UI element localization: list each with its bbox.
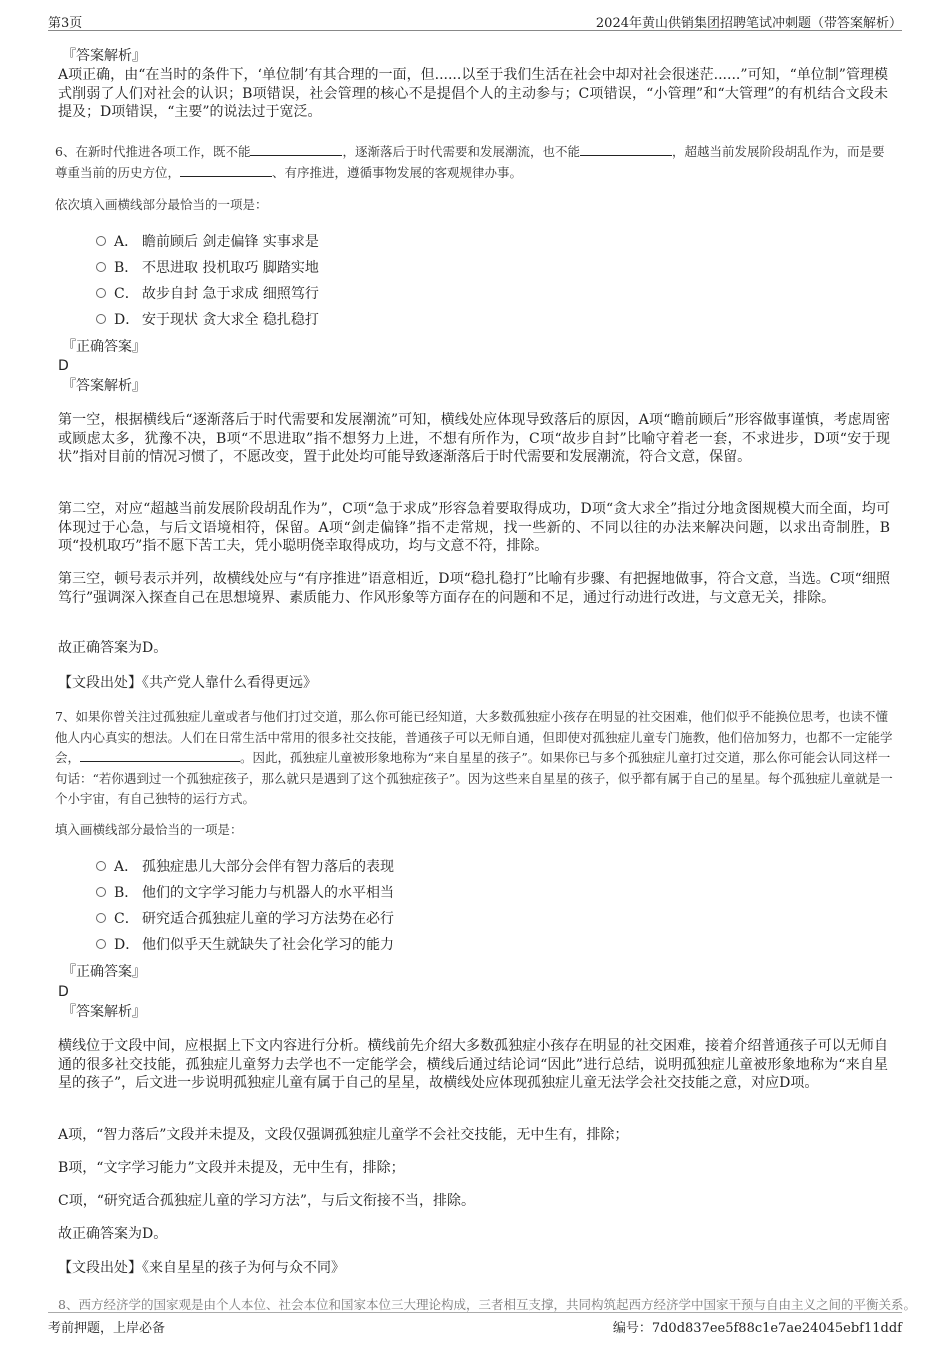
q6-option-b[interactable]: B． 不思进取 投机取巧 脚踏实地 <box>96 258 319 278</box>
blank-2 <box>580 143 672 156</box>
blank-1 <box>250 143 342 156</box>
q7-analysis-paragraph-4: C项，“研究适合孤独症儿童的学习方法”，与后文衔接不当，排除。 <box>58 1193 476 1209</box>
prev-analysis-text: A项正确，由“在当时的条件下，‘单位制’有其合理的一面，但......以至于我们生活在社会中却对社会很迷茫......”可知，“单位制”管理模式削弱了人们对社会的认识；B项错误，社会管理的核心不是提倡个人的主动参与；C项错误，“小管理”和“大管理”的有机结合文段未提及；D项错误，“主要”的说法过于宽泛。 <box>58 67 888 120</box>
q6-analysis-label: 『答案解析』 <box>62 378 146 394</box>
next-question-cutoff: 8、西方经济学的国家观是由个人本位、社会本位和国家本位三大理论构成，三者相互支撑，共同构筑起西方经济学中国家干预与自由主义之间的平衡关系。 <box>58 1297 916 1312</box>
q6-analysis-paragraph-2: 第二空，对应“超越当前发展阶段胡乱作为”，C项“急于求成”形容急着要取得成功，D项“贪大求全”指过分地贪图规模大而全面，均可体现过于心急，与后文语境相符，保留。A项“剑走偏锋”指不走常规，找一些新的、不同以往的办法来解决问题，以求出奇制胜，B项“投机取巧”指不愿下苦工夫，凭小聪明侥幸取得成功，均与文意不符，排除。 <box>58 501 890 554</box>
q7-source: 【文段出处】《来自星星的孩子为何与众不同》 <box>58 1260 345 1276</box>
radio-icon[interactable] <box>96 861 106 871</box>
q6-option-d[interactable]: D． 安于现状 贪大求全 稳扎稳打 <box>96 310 319 330</box>
document-title: 2024年黄山供销集团招聘笔试冲刺题（带答案解析） <box>595 16 902 31</box>
q7-option-b[interactable]: B． 他们的文字学习能力与机器人的水平相当 <box>96 883 394 903</box>
page-footer <box>48 1312 902 1335</box>
question-6-instruction: 依次填入画横线部分最恰当的一项是： <box>55 197 268 212</box>
q7-correct-label: 『正确答案』 <box>62 964 146 980</box>
radio-icon[interactable] <box>96 236 106 246</box>
q6-option-c[interactable]: C． 故步自封 急于求成 细照笃行 <box>96 284 319 304</box>
q6-correct-answer: D <box>58 358 69 374</box>
q6-option-a[interactable]: A． 瞻前顾后 剑走偏锋 实事求是 <box>96 232 319 252</box>
q6-correct-label: 『正确答案』 <box>62 339 146 355</box>
blank-3 <box>180 164 272 177</box>
q7-option-d[interactable]: D． 他们似乎天生就缺失了社会化学习的能力 <box>96 935 394 955</box>
radio-icon[interactable] <box>96 887 106 897</box>
q6-analysis-paragraph-3: 第三空，顿号表示并列，故横线处应与“有序推进”语意相近，D项“稳扎稳打”比喻有步骤、有把握地做事，符合文意，当选。C项“细照笃行”强调深入探查自己在思想境界、素质能力、作风形象等方面存在的问题和不足，通过行动进行改进，与文意无关，排除。 <box>58 571 890 606</box>
q7-correct-answer: D <box>58 984 69 1000</box>
footer-slogan: 考前押题，上岸必备 <box>48 1321 166 1336</box>
radio-icon[interactable] <box>96 262 106 272</box>
q6-analysis-paragraph-1: 第一空，根据横线后“逐渐落后于时代需要和发展潮流”可知，横线处应体现导致落后的原因，A项“瞻前顾后”形容做事谨慎，考虑周密或顾虑太多，犹豫不决，B项“不思进取”指不想努力上进，不想有所作为，C项“故步自封”比喻守着老一套，不求进步，D项“安于现状”指对目前的情况习惯了，不愿改变，置于此处均可能导致逐渐落后于时代需要和发展潮流，符合文意，保留。 <box>58 412 890 465</box>
q7-analysis-paragraph-1: 横线位于文段中间，应根据上下文内容进行分析。横线前先介绍大多数孤独症小孩存在明显的社交困难，接着介绍普通孩子可以无师自通的很多社交技能，孤独症儿童努力去学也不一定能学会，横线后通过结论词“因此”进行总结，说明孤独症儿童被形象地称为“来自星星的孩子”，后文进一步说明孤独症儿童有属于自己的星星，故横线处应体现孤独症儿童无法学会社交技能之意，对应D项。 <box>58 1038 888 1091</box>
prev-analysis-label: 『答案解析』 <box>62 48 146 64</box>
radio-icon[interactable] <box>96 939 106 949</box>
radio-icon[interactable] <box>96 314 106 324</box>
q7-analysis-paragraph-3: B项，“文字学习能力”文段并未提及，无中生有，排除； <box>58 1160 405 1176</box>
q7-option-c[interactable]: C． 研究适合孤独症儿童的学习方法势在必行 <box>96 909 394 929</box>
page-header <box>48 10 902 31</box>
document-id: 编号：7d0d837ee5f88c1e7ae24045ebf11ddf <box>612 1321 902 1336</box>
q7-analysis-label: 『答案解析』 <box>62 1004 146 1020</box>
q6-source: 【文段出处】《共产党人靠什么看得更远》 <box>58 675 317 691</box>
q6-conclusion: 故正确答案为D。 <box>58 640 168 656</box>
page-number: 第3页 <box>48 16 83 31</box>
question-7-instruction: 填入画横线部分最恰当的一项是： <box>55 822 243 837</box>
radio-icon[interactable] <box>96 288 106 298</box>
radio-icon[interactable] <box>96 913 106 923</box>
blank-1 <box>80 749 240 762</box>
q7-option-a[interactable]: A． 孤独症患儿大部分会伴有智力落后的表现 <box>96 857 394 877</box>
q7-analysis-paragraph-2: A项，“智力落后”文段并未提及，文段仅强调孤独症儿童学不会社交技能，无中生有，排除； <box>58 1127 629 1143</box>
question-6-stem: 6、在新时代推进各项工作，既不能 ，逐渐落后于时代需要和发展潮流，也不能 ，超越当前发展阶段胡乱作为，而是要尊重当前的历史方位， 、有序推进，遵循事物发展的客观规律办事。 <box>55 144 885 180</box>
q7-conclusion: 故正确答案为D。 <box>58 1226 168 1242</box>
question-7-stem: 7、如果你曾关注过孤独症儿童或者与他们打过交道，那么你可能已经知道，大多数孤独症小孩存在明显的社交困难，他们似乎不能换位思考，也读不懂他人内心真实的想法。人们在日常生活中常用的很多社交技能，普通孩子可以无师自通，但即使对孤独症儿童专门施教，他们倍加努力，也都不一定能学会， 。因此，孤独症儿童被形象地称为“来自星星的孩子”。如果你已与多个孤独症儿童打过交道，那么你可能会认同这样一句话：“若你遇到过一个孤独症孩子，那么就只是遇到了这个孤独症孩子”。因为这些来自星星的孩子，似乎都有属于自己的星星。每个孤独症儿童就是一个小宇宙，有自己独特的运行方式。 <box>55 709 893 806</box>
